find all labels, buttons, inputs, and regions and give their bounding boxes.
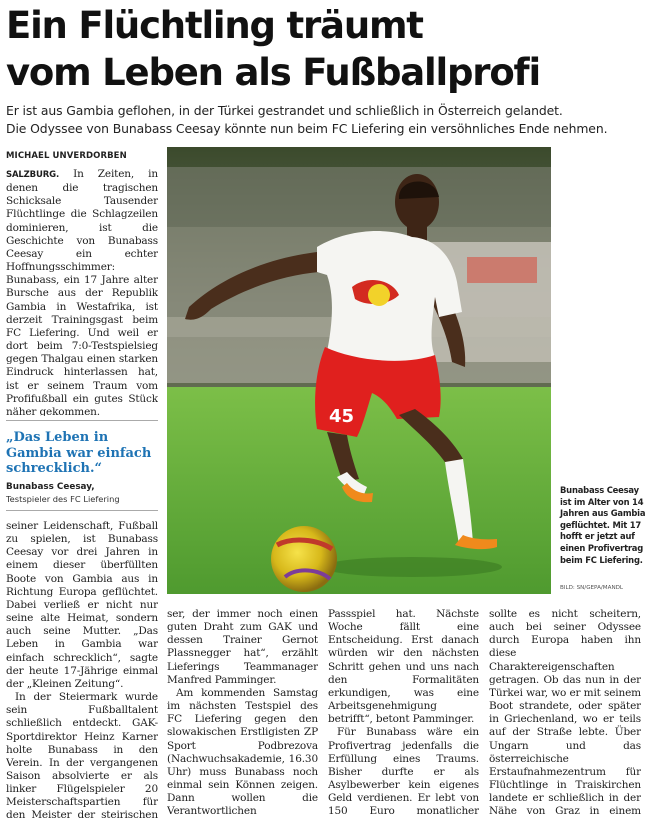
column-4	[489, 608, 641, 820]
lead-paragraph	[6, 102, 646, 138]
quote-divider-bottom	[6, 510, 158, 511]
article-photo	[167, 147, 551, 594]
photo-credit: BILD: SN/GEPA/MANDL	[560, 585, 624, 591]
pull-quote: „Das Leben in Gambia war einfach schrecklich.“	[6, 430, 152, 476]
paragraph	[6, 168, 158, 416]
jersey-number: 45	[329, 406, 355, 427]
lead-line-2: Die Odyssee von Bunabass Ceesay könnte nun beim FC Liefering ein versöhnliches Ende nehmen.	[6, 121, 608, 136]
headline-line-2: vom Leben als Fußballprofi	[6, 51, 540, 94]
paragraph: Für Bunabass wäre ein Profivertrag jedenfalls die Erfüllung eines Traums. Bisher durfte er als Asylbewerber kein eigenes Geld verdienen. Er lebt von 150 Euro monatlicher	[328, 726, 479, 818]
paragraph: In der Steiermark wurde sein Fußballtalent schließlich entdeckt. GAK-Sportdirektor Heinz Karner holte Bunabass in den Verein. In der vergangenen Saison absolvierte er als linker Flügelspieler 20 Meisterschaftspartien für den Meister der steirischen	[6, 691, 158, 820]
column-3	[328, 608, 479, 820]
photo-caption: Bunabass Ceesay ist im Alter von 14 Jahren aus Gambia geflüchtet. Mit 17 hofft er jetzt auf einen Profivertrag beim FC Liefering.	[560, 485, 646, 565]
paragraph: Am kommenden Samstag im nächsten Testspiel des FC Liefering gegen den slowakischen Erstligisten ZP Sport Podbrezova (Nachwuchsakademie, 16.30 Uhr) muss Bunabass noch einmal sein Können zeigen. Dann wollen die Verantwortlichen	[167, 686, 318, 818]
lead-line-1: Er ist aus Gambia geflohen, in der Türkei gestrandet und schließlich in Österreich gelandet.	[6, 103, 563, 118]
column-2	[167, 608, 318, 820]
paragraph-text: In Zeiten, in denen die tragischen Schicksale Tausender Flüchtlinge die Schlagzeilen dominieren, ist die Geschichte von Bunabass Ceesay ein echter Hoffnungsschimmer: Bunabass, ein 17 Jahre alter Bursche aus der Republik Gambia in Westafrika, ist derzeit Trainingsgast beim FC Liefering. Und weil er dort beim 7:0-Testspielsieg gegen Thalgau einen starken Eindruck hinterlassen hat, ist er seinem Traum vom Profifußball ein gutes Stück näher gekommen.	[6, 168, 158, 416]
paragraph: ser, der immer noch einen guten Draht zum GAK und dessen Trainer Gernot Plassnegger hat“, erzählt Lieferings Teammanager Manfred Pamminger.	[167, 608, 318, 686]
headline	[6, 2, 646, 96]
headline-line-1: Ein Flüchtling träumt	[6, 4, 423, 47]
paragraph: Passspiel hat. Nächste Woche fällt eine Entscheidung. Erst danach würden wir den nächsten Schritt gehen und uns nach den Formalitäten erkundigen, was eine Arbeitsgenehmigung betrifft“, betont Pamminger.	[328, 608, 479, 726]
column-1-bottom	[6, 520, 158, 820]
quote-attribution-name: Bunabass Ceesay,	[6, 482, 95, 492]
paragraph: sollte es nicht scheitern, auch bei seiner Odyssee durch Europa haben ihn diese Charaktereigenschaften getragen. Ob das nun in der Türkei war, wo er mit seinem Boot strandete, oder später in Griechenland, wo er teils auf der Straße lebte. Über Ungarn und das österreichische Erstaufnahmezentrum für Flüchtlinge in Traiskirchen landete er schließlich in der Nähe von Graz in einem	[489, 608, 641, 818]
author-byline: MICHAEL UNVERDORBEN	[6, 151, 127, 161]
column-1-top	[6, 168, 158, 416]
dateline: SALZBURG.	[6, 170, 60, 180]
paragraph: seiner Leidenschaft, Fußball zu spielen, ist Bunabass Ceesay vor drei Jahren in einem dieser überfüllten Boote von Gambia aus in Richtung Europa geflüchtet. Dabei verließ er nicht nur seine alte Heimat, sondern auch seine Mutter. „Das Leben in Gambia war einfach schrecklich“, sagte der heute 17-Jährige einmal der „Kleinen Zeitung“.	[6, 520, 158, 690]
quote-attribution-role: Testspieler des FC Liefering	[6, 494, 120, 504]
quote-divider-top	[6, 420, 158, 421]
